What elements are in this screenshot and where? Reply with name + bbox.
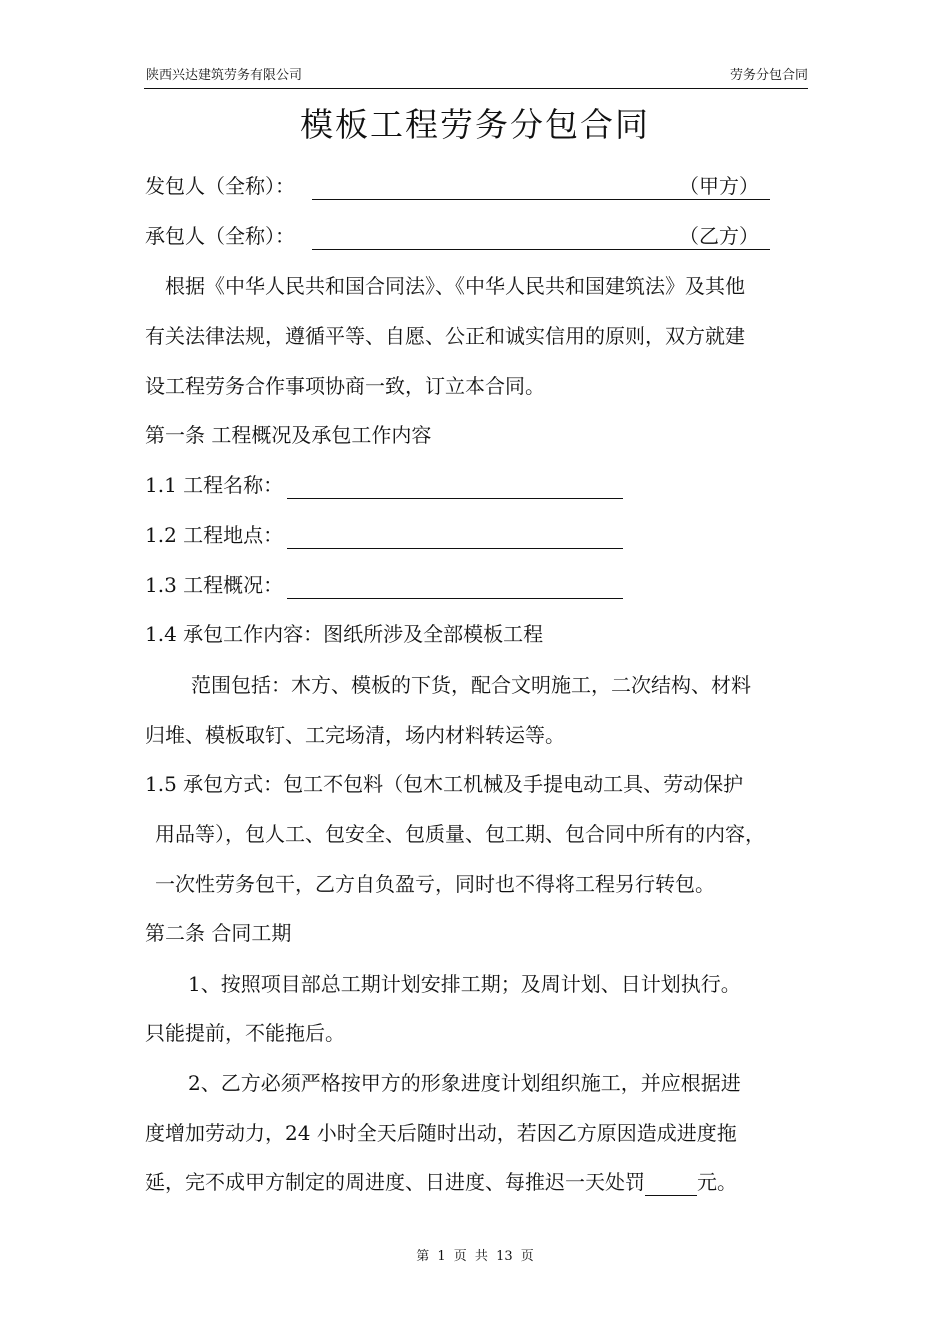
contractor-row: [145, 222, 770, 252]
header-document-type: 劳务分包合同: [729, 68, 808, 83]
project-overview-row: [145, 571, 623, 599]
page-suffix: 页: [520, 1249, 534, 1264]
page-footer: [0, 1249, 950, 1265]
project-location-label: 1.2 工程地点：: [145, 523, 284, 547]
preamble-line: 根据《中华人民共和国合同法》、《中华人民共和国建筑法》及其他: [165, 274, 745, 298]
contractor-tag: （乙方）: [679, 224, 759, 248]
page-mid: 页 共: [453, 1249, 488, 1264]
work-content-line: 1.4 承包工作内容：图纸所涉及全部模板工程: [145, 622, 544, 646]
article1-heading: 第一条 工程概况及承包工作内容: [145, 423, 432, 447]
clause2-last-line: [145, 1168, 737, 1196]
project-location-blank: [287, 522, 623, 549]
article2-heading: 第二条 合同工期: [145, 921, 292, 945]
clause2-line: 度增加劳动力，24 小时全天后随时出动，若因乙方原因造成进度拖: [145, 1121, 737, 1145]
project-name-blank: [287, 472, 623, 499]
page-number: 1: [437, 1249, 446, 1264]
project-location-row: [145, 521, 623, 549]
scope-line: 范围包括：木方、模板的下货，配合文明施工，二次结构、材料: [191, 673, 751, 697]
clause1-line: 1、按照项目部总工期计划安排工期；及周计划、日计划执行。: [188, 972, 741, 996]
project-name-row: [145, 471, 623, 499]
clause2-line: 2、乙方必须严格按甲方的形象进度计划组织施工，并应根据进: [188, 1071, 741, 1095]
project-overview-label: 1.3 工程概况：: [145, 573, 284, 597]
project-name-label: 1.1 工程名称：: [145, 473, 284, 497]
penalty-amount-blank: [645, 1171, 697, 1196]
header-rule: [144, 88, 808, 89]
document-title: 模板工程劳务分包合同: [300, 105, 650, 144]
page-prefix: 第: [416, 1249, 430, 1264]
employer-row: [145, 172, 770, 202]
project-overview-blank: [287, 572, 623, 599]
page-total: 13: [496, 1249, 513, 1264]
clause2-penalty-unit: 元。: [697, 1170, 737, 1194]
contract-mode-line: 1.5 承包方式：包工不包料（包木工机械及手提电动工具、劳动保护: [145, 772, 744, 796]
clause1-line: 只能提前，不能拖后。: [145, 1021, 345, 1045]
contract-mode-line: 一次性劳务包干，乙方自负盈亏，同时也不得将工程另行转包。: [155, 872, 715, 896]
contractor-label: 承包人（全称）：: [145, 224, 295, 248]
preamble-line: 设工程劳务合作事项协商一致，订立本合同。: [145, 374, 545, 398]
clause2-penalty-text: 延，完不成甲方制定的周进度、日进度、每推迟一天处罚: [145, 1170, 645, 1194]
employer-tag: （甲方）: [679, 174, 759, 198]
employer-label: 发包人（全称）：: [145, 174, 295, 198]
scope-line: 归堆、模板取钉、工完场清，场内材料转运等。: [145, 723, 565, 747]
contract-mode-line: 用品等），包人工、包安全、包质量、包工期、包合同中所有的内容，: [155, 822, 765, 846]
preamble-line: 有关法律法规，遵循平等、自愿、公正和诚实信用的原则，双方就建: [145, 324, 745, 348]
header-company: 陕西兴达建筑劳务有限公司: [146, 68, 303, 83]
